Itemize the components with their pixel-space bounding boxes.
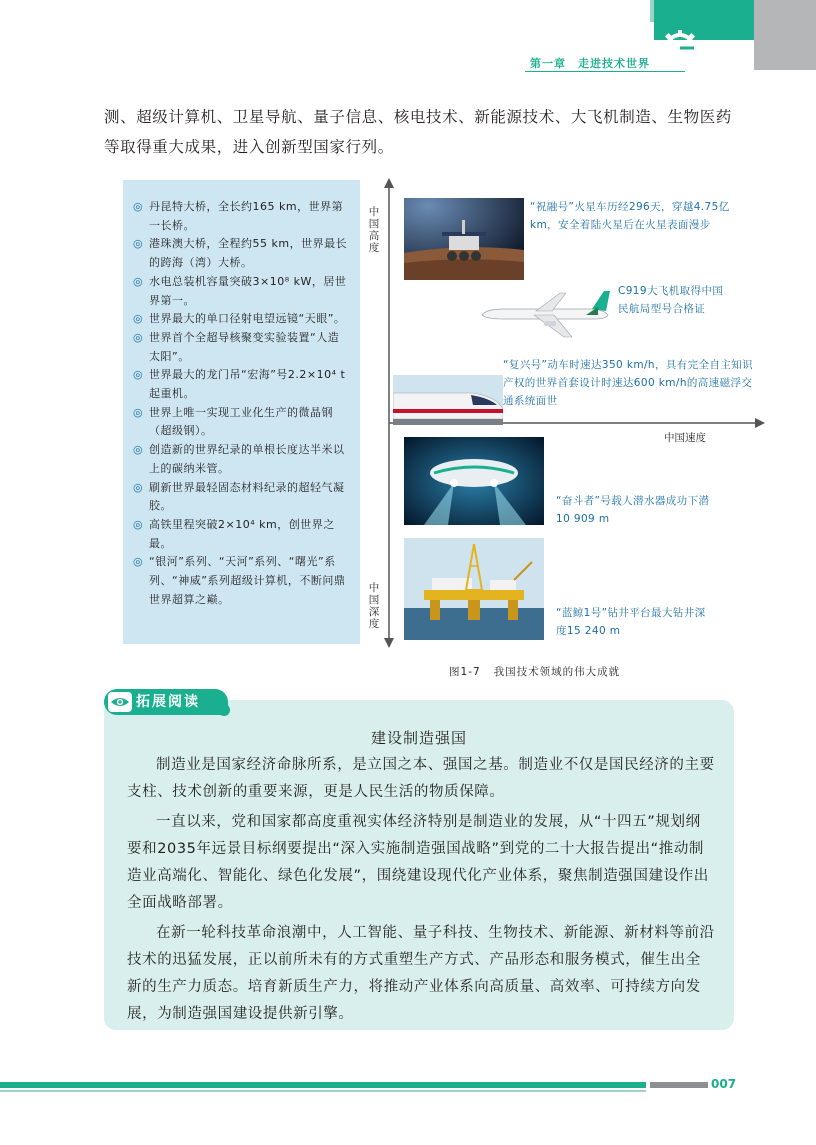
bullet-icon: ◎: [133, 517, 144, 531]
list-item: ◎ 创造新的世界纪录的单根长度达半米以上的碳纳米管。: [133, 443, 345, 475]
caption-fendouzhe: “奋斗者”号载人潜水器成功下潜10 909 m: [556, 495, 710, 525]
reading-body: [127, 752, 715, 1031]
bullet-icon: ◎: [133, 200, 144, 213]
eye-icon: [108, 692, 132, 712]
axis-label-height: 中国高度: [368, 206, 380, 254]
intro-paragraph: 测、超级计算机、卫星导航、量子信息、核电技术、新能源技术、大飞机制造、生物医药等取得重大成果，进入创新型国家行列。: [104, 108, 732, 156]
list-item: ◎ 世界上唯一实现工业化生产的微晶钢（超级钢）。: [133, 405, 333, 438]
bullet-icon: ◎: [133, 443, 144, 457]
extended-reading-title: 拓展阅读: [136, 694, 200, 710]
reading-heading: 建设制造强国: [370, 729, 467, 747]
mars-rover-image: [404, 198, 524, 280]
header-rule: [525, 71, 685, 72]
caption-c919: C919大飞机取得中国民航局型号合格证: [618, 285, 724, 315]
list-item: ◎ 水电总装机容量突破3×10⁸ kW，居世界第一。: [133, 274, 347, 307]
list-item: ◎ 世界首个全超导核聚变实验装置“人造太阳”。: [133, 330, 340, 363]
footer-thin-bar: [0, 1090, 646, 1092]
reading-paragraph: 一直以来，党和国家都高度重视实体经济特别是制造业的发展，从“十四五”规划纲要和2035年远景目标纲要提出“深入实施制造强国战略”到党的二十大报告提出“推动制造业高端化、智能化、绿色化发展”，围绕建设现代化产业体系，聚焦制造强国建设作出全面战略部署。: [127, 814, 709, 911]
figure-title: 我国技术领域的伟大成就: [493, 666, 621, 678]
page-number: 007: [711, 1077, 737, 1091]
chapter-title: 第一章 走进技术世界: [530, 57, 650, 70]
bullet-icon: ◎: [133, 368, 144, 382]
reading-paragraph: 制造业是国家经济命脉所系，是立国之本、强国之基。制造业不仅是国民经济的主要支柱、技术创新的重要来源，更是人民生活的物质保障。: [127, 757, 715, 800]
list-item: ◎ 世界最大的单口径射电望远镜“天眼”。: [133, 310, 348, 329]
caption-fuxing-train: “复兴号”动车时速达350 km/h，具有完全自主知识产权的世界首套设计时速达600 km/h的高速磁浮交通系统面世: [503, 359, 754, 407]
axis-label-speed: 中国速度: [664, 432, 706, 444]
small-gear-icon: [216, 702, 232, 718]
lanjing-rig-image: [404, 538, 544, 640]
bullet-icon: ◎: [133, 274, 144, 288]
fuxing-train-image: [393, 375, 503, 425]
list-item: ◎ 丹昆特大桥，全长约165 km，世界第一长桥。: [133, 200, 344, 232]
achievement-list: [123, 180, 360, 609]
bullet-icon: ◎: [133, 405, 144, 419]
list-item: ◎ “银河”系列、“天河”系列、“曙光”系列、“神威”系列超级计算机，不断问鼎世界超算之巅。: [133, 555, 346, 606]
gear-icon: [660, 28, 700, 68]
c919-plane-image: [474, 285, 614, 343]
axis-label-depth: 中国深度: [368, 582, 380, 630]
header-grey-block: [754, 0, 816, 70]
bullet-icon: ◎: [133, 330, 144, 344]
horizontal-arrow: [755, 418, 765, 428]
fendouzhe-submarine-image: [404, 437, 544, 525]
caption-lanjing: “蓝鲸1号”钻井平台最大钻井深度15 240 m: [556, 607, 706, 637]
reading-paragraph: 在新一轮科技革命浪潮中，人工智能、量子科技、生物技术、新能源、新材料等前沿技术的迅猛发展，正以前所未有的方式重塑生产方式、产品形态和服务模式，催生出全新的生产力质态。培育新质生产力，将推动产业体系向高质量、高效率、可持续方向发展，为制造强国建设提供新引擎。: [127, 925, 715, 1022]
bullet-icon: ◎: [133, 237, 144, 251]
list-item: ◎ 刷新世界最轻固态材料纪录的超轻气凝胶。: [133, 480, 345, 513]
list-item: ◎ 高铁里程突破2×10⁴ km，创世界之最。: [133, 517, 335, 550]
bullet-icon: ◎: [133, 480, 144, 494]
footer-bar: [0, 1082, 646, 1088]
figure-caption: [449, 664, 620, 679]
list-item: ◎ 世界最大的龙门吊“宏海”号2.2×10⁴ t起重机。: [133, 368, 346, 401]
vertical-arrow-up: [384, 178, 394, 188]
list-item: ◎ 港珠澳大桥，全程约55 km，世界最长的跨海（湾）大桥。: [133, 237, 348, 270]
footer-grey-bar: [650, 1082, 708, 1088]
achievement-list-box: [123, 180, 360, 644]
bullet-icon: ◎: [133, 555, 144, 569]
bullet-icon: ◎: [133, 312, 144, 326]
vertical-arrow-down: [384, 638, 394, 648]
caption-mars-rover: “祝融号”火星车历经296天，穿越4.75亿 km，安全着陆火星后在火星表面漫步: [530, 201, 730, 231]
figure-number: 图1-7: [449, 666, 481, 678]
